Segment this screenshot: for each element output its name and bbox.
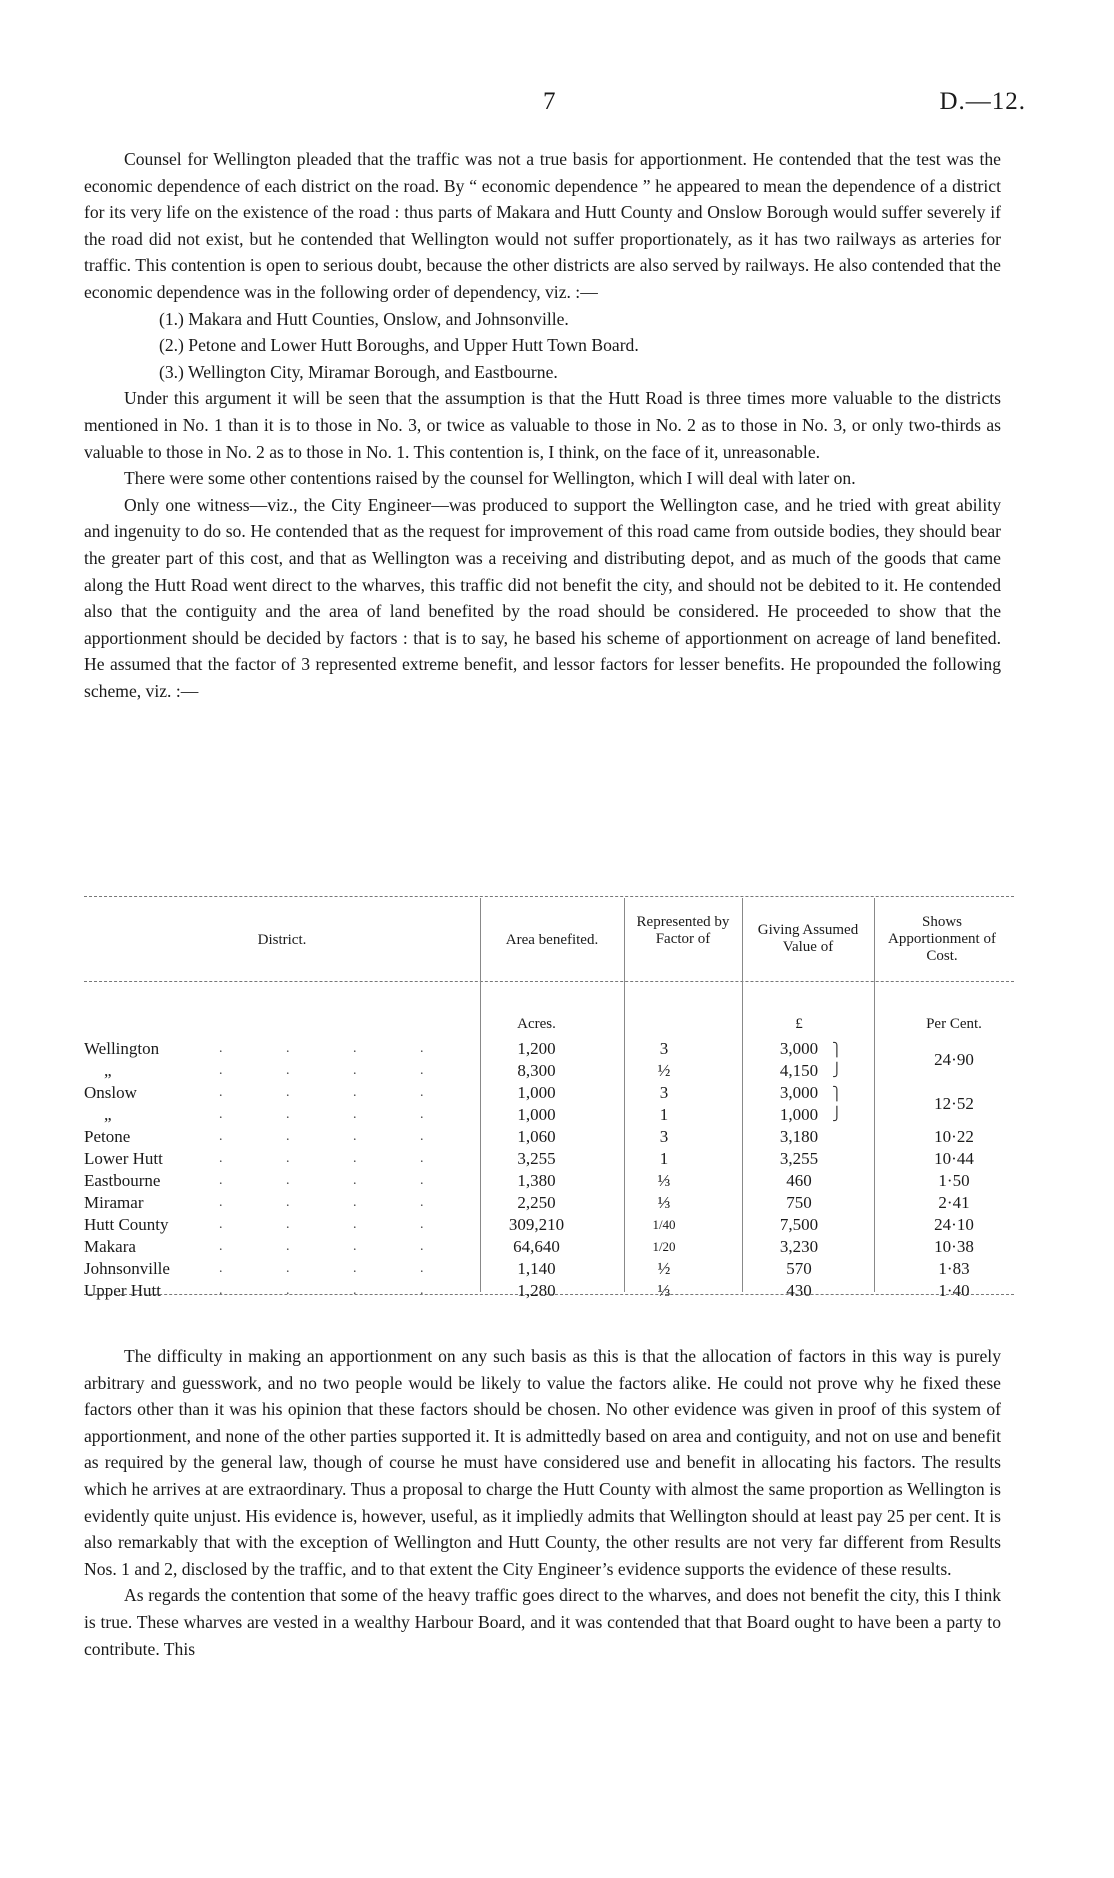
table-row [84,1038,1014,1060]
assumed-value: 3,000 [779,1039,819,1058]
table-row [84,1280,1014,1302]
paragraph: As regards the contention that some of the heavy traffic goes direct to the wharves, and does not benefit the city, this I think is true. These wharves are vested in a wealthy Harbour Board, and it was contended that that Board ought to have been a party to contribute. This [84,1585,1001,1659]
factor-value: ½ [657,1061,671,1080]
assumed-value: 3,000 [779,1083,819,1102]
area-value: 1,280 [517,1281,556,1300]
header-factor: Represented by Factor of [636,914,730,947]
area-value: 1,200 [517,1039,556,1058]
document-reference: D.—12. [939,88,1026,115]
district-name: Johnsonville [84,1259,170,1278]
assumed-value: 750 [786,1193,812,1212]
leader-dots: . . . . [219,1129,454,1144]
leader-dots: . . . . [219,1063,454,1078]
table-row [84,1082,1014,1104]
percent-value: 1·83 [938,1259,970,1278]
paragraph: The difficulty in making an apportionment on any such basis as this is that the allocation of factors in this way is purely arbitrary and guesswork, and no two people would be likely to value the factors alike. He could not prove why he fixed these factors other than it was his opinion that these factors should be chosen. No other evidence was given in proof of this system of apportionment, and none of the other parties supported it. It is admittedly based on area and contiguity, and not on use and benefit as required by the general law, though of course he must have considered use and benefit in allocating his factors. The results which he arrives at are extraordinary. Thus a proposal to charge the Hutt County with almost the same proportion as Wellington is evidently quite unjust. His evidence is, however, useful, as it impliedly admits that Wellington should at least pay 25 per cent. It is also remarkably that with the exception of Wellington and Hutt County, the other results are not very far different from Results Nos. 1 and 2, disclosed by the traffic, and to that extent the City Engineer’s evidence supports the evidence of these results. [84,1346,1001,1579]
district-name: Onslow [84,1083,137,1102]
leader-dots: . . . . [219,1239,454,1254]
district-name: Petone [84,1127,131,1146]
paragraph: Only one witness—viz., the City Engineer—was produced to support the Wellington case, and he tried with great ability and ingenuity to do so. He contended that as the request for improvement of this road came from outside bodies, they should bear the greater part of this cost, and that as Wellington was a receiving and distributing depot, and as much of the goods that came along the Hutt Road went direct to the wharves, this traffic did not benefit the city, and should not be debited to it. He contended also that the contiguity and the area of land benefited by the road should be considered. He proceeded to show that the apportionment should be decided by factors : that is to say, he based his scheme of apportionment on acreage of land benefited. He assumed that the factor of 3 represented extreme benefit, and lessor factors for lesser benefits. He propounded the following scheme, viz. :— [84,494,1001,701]
header-district: District. [257,932,307,948]
list-item: (3.) Wellington City, Miramar Borough, and Eastbourne. [159,361,558,382]
percent-value: 24·90 [934,1050,974,1069]
area-value: 1,140 [517,1259,556,1278]
district-name: Lower Hutt [84,1149,163,1168]
table-row [84,1170,1014,1192]
percent-value: 1·50 [938,1171,970,1190]
assumed-value: 430 [786,1281,812,1300]
apportionment-table [84,896,1014,1300]
table-row [84,1104,1014,1126]
factor-value: 1 [659,1105,669,1124]
area-value: 3,255 [517,1149,556,1168]
paragraph: Counsel for Wellington pleaded that the traffic was not a true basis for apportionment. He contended that the test was the economic dependence of each district on the road. By “ economic dependence ” he appeared to mean the dependence of a district for its very life on the existence of the road : thus parts of Makara and Hutt County and Onslow Borough would suffer severely if the road did not exist, but he contended that Wellington would not suffer proportionately, as it has two railways as arteries for traffic. This contention is open to serious doubt, because the other districts are also served by railways. He also contended that the economic dependence was in the following order of dependency, viz. :— [84,149,1001,302]
table-row [84,1126,1014,1148]
percent-value: 10·44 [934,1149,974,1168]
brace-mark: ⎭ [832,1062,842,1077]
area-value: 1,060 [517,1127,556,1146]
page-number: 7 [543,88,556,115]
brace-mark: ⎫ [832,1086,842,1101]
page-header [0,88,1114,128]
factor-value: ⅓ [657,1171,671,1190]
leader-dots: . . . . [219,1195,454,1210]
brace-mark: ⎫ [832,1042,842,1057]
header-area: Area benefited. [505,932,599,948]
table-row [84,1060,1014,1082]
assumed-value: 4,150 [779,1061,819,1080]
area-value: 1,380 [517,1171,556,1190]
table-rule-top [84,896,1014,897]
percent-value: 2·41 [938,1193,970,1212]
district-name: Hutt County [84,1215,169,1234]
assumed-value: 3,230 [779,1237,819,1256]
assumed-value: 570 [786,1259,812,1278]
assumed-value: 7,500 [779,1215,819,1234]
leader-dots: . . . . [219,1283,454,1298]
area-value: 1,000 [517,1105,556,1124]
assumed-value: 3,180 [779,1127,819,1146]
factor-value: 3 [659,1083,669,1102]
district-name: „ [104,1105,112,1124]
table-row [84,1214,1014,1236]
percent-value: 24·10 [934,1215,974,1234]
leader-dots: . . . . [219,1085,454,1100]
percent-value: 1·40 [938,1281,970,1300]
brace-mark: ⎭ [832,1106,842,1121]
assumed-value: 460 [786,1171,812,1190]
unit-pounds: £ [795,1016,803,1032]
factor-value: 1/40 [652,1217,676,1232]
leader-dots: . . . . [219,1217,454,1232]
top-text-block [84,146,1001,704]
bottom-text-block [84,1343,1001,1662]
table-row [84,1236,1014,1258]
table-row [84,1192,1014,1214]
district-name: Wellington [84,1039,160,1058]
district-name: „ [104,1061,112,1080]
district-name: Makara [84,1237,136,1256]
district-name: Miramar [84,1193,144,1212]
area-value: 8,300 [517,1061,556,1080]
factor-value: 3 [659,1127,669,1146]
unit-percent: Per Cent. [926,1016,982,1032]
leader-dots: . . . . [219,1151,454,1166]
dependency-list [159,306,1001,386]
header-apportionment: Shows Apportionment of Cost. [888,914,996,964]
leader-dots: . . . . [219,1173,454,1188]
factor-value: 1 [659,1149,669,1168]
assumed-value: 1,000 [779,1105,819,1124]
area-value: 2,250 [517,1193,556,1212]
leader-dots: . . . . [219,1107,454,1122]
percent-value: 10·38 [934,1237,974,1256]
table-row [84,1148,1014,1170]
leader-dots: . . . . [219,1041,454,1056]
unit-acres: Acres. [517,1016,556,1032]
area-value: 309,210 [508,1215,565,1234]
table-row [84,1258,1014,1280]
factor-value: 3 [659,1039,669,1058]
area-value: 64,640 [513,1237,560,1256]
leader-dots: . . . . [219,1261,454,1276]
assumed-value: 3,255 [779,1149,819,1168]
factor-value: ⅓ [657,1193,671,1212]
area-value: 1,000 [517,1083,556,1102]
header-value: Giving Assumed Value of [757,922,859,955]
percent-value: 12·52 [934,1094,974,1113]
factor-value: ½ [657,1259,671,1278]
list-item: (1.) Makara and Hutt Counties, Onslow, and Johnsonville. [159,308,569,329]
district-name: Eastbourne [84,1171,161,1190]
district-name: Upper Hutt [84,1281,161,1300]
factor-value: 1/20 [652,1239,676,1254]
factor-value: ⅓ [657,1281,671,1300]
paragraph: There were some other contentions raised by the counsel for Wellington, which I will deal with later on. [124,468,856,489]
percent-value: 10·22 [934,1127,974,1146]
paragraph: Under this argument it will be seen that the assumption is that the Hutt Road is three times more valuable to the districts mentioned in No. 1 than it is to those in No. 3, or twice as valuable to those in No. 2 as to those in No. 3, or only two-thirds as valuable to those in No. 2 as to those in No. 1. This contention is, I think, on the face of it, unreasonable. [84,388,1001,462]
list-item: (2.) Petone and Lower Hutt Boroughs, and Upper Hutt Town Board. [159,335,639,356]
